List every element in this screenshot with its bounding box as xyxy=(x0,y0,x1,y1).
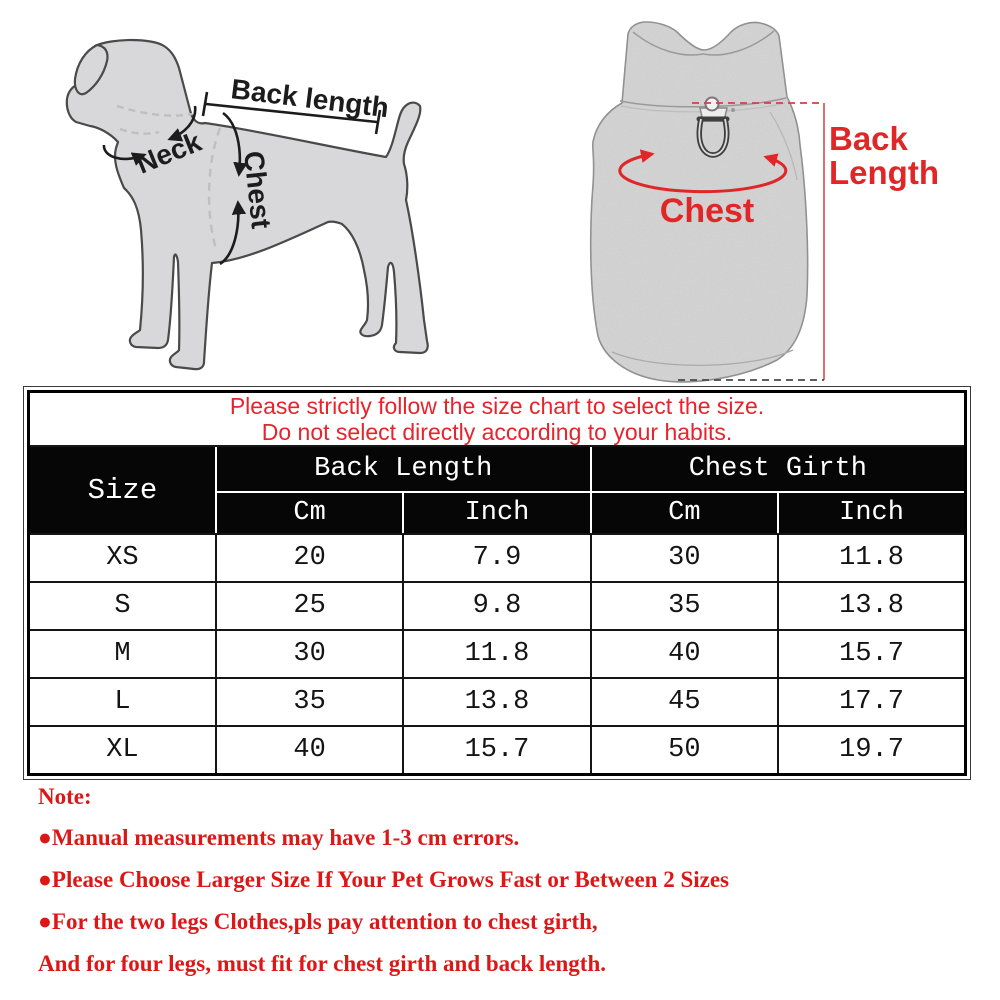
measurement-diagrams-svg xyxy=(0,0,1000,386)
cell-chest-cm: 50 xyxy=(591,726,778,775)
cell-chest-cm: 30 xyxy=(591,534,778,582)
warning-cell xyxy=(29,392,966,447)
vest-back-length-label-line1: Back xyxy=(829,120,908,157)
cell-chest-inch: 19.7 xyxy=(778,726,965,775)
dog-back-length-label: Back length xyxy=(229,73,391,124)
header-chest-cm: Cm xyxy=(591,492,778,534)
cell-chest-cm: 45 xyxy=(591,678,778,726)
cell-back-inch: 9.8 xyxy=(403,582,590,630)
size-chart-frame xyxy=(23,386,971,780)
cell-chest-inch: 13.8 xyxy=(778,582,965,630)
measurement-illustrations xyxy=(0,0,1000,386)
warning-text-line1: Please strictly follow the size chart to select the size. xyxy=(229,393,765,419)
cell-chest-inch: 11.8 xyxy=(778,534,965,582)
cell-size: XL xyxy=(29,726,216,775)
cell-back-cm: 25 xyxy=(216,582,403,630)
cell-back-cm: 40 xyxy=(216,726,403,775)
cell-back-inch: 11.8 xyxy=(403,630,590,678)
table-row-l xyxy=(29,678,966,726)
cell-chest-inch: 17.7 xyxy=(778,678,965,726)
table-row-xs xyxy=(29,534,966,582)
cell-chest-cm: 35 xyxy=(591,582,778,630)
cell-size: XS xyxy=(29,534,216,582)
note-item: ●Please Choose Larger Size If Your Pet Grows Fast or Between 2 Sizes xyxy=(38,867,729,892)
dog-neck-label: Neck xyxy=(131,125,206,180)
header-back-cm: Cm xyxy=(216,492,403,534)
header-chest-girth: Chest Girth xyxy=(591,446,966,492)
dog-measurement-diagram xyxy=(67,40,428,369)
header-size: Size xyxy=(29,446,216,534)
cell-size: S xyxy=(29,582,216,630)
cell-chest-inch: 15.7 xyxy=(778,630,965,678)
vest-chest-label: Chest xyxy=(659,192,755,230)
dog-chest-label: Chest xyxy=(238,149,277,231)
warning-text-line2: Do not select directly according to your habits. xyxy=(261,419,733,445)
note-item: ●For the two legs Clothes,pls pay attention to chest girth, xyxy=(38,909,598,934)
warning-row xyxy=(29,392,966,447)
strap-button xyxy=(706,98,719,111)
note-footer: And for four legs, must fit for chest girth and back length. xyxy=(38,951,606,976)
cell-back-inch: 7.9 xyxy=(403,534,590,582)
note-item: ●Manual measurements may have 1-3 cm errors. xyxy=(38,825,520,850)
notes-title: Note: xyxy=(38,784,92,809)
cell-size: L xyxy=(29,678,216,726)
header-chest-inch: Inch xyxy=(778,492,965,534)
cell-size: M xyxy=(29,630,216,678)
table-row-s xyxy=(29,582,966,630)
cell-chest-cm: 40 xyxy=(591,630,778,678)
vest-back-length-label-line2: Length xyxy=(829,154,939,191)
header-back-inch: Inch xyxy=(403,492,590,534)
notes-section xyxy=(38,784,968,993)
header-back-length: Back Length xyxy=(216,446,591,492)
table-row-m xyxy=(29,630,966,678)
strap-rivet xyxy=(731,108,735,112)
header-row-groups xyxy=(29,446,966,492)
cell-back-cm: 20 xyxy=(216,534,403,582)
vest-measurement-diagram xyxy=(591,22,939,382)
table-row-xl xyxy=(29,726,966,775)
cell-back-cm: 30 xyxy=(216,630,403,678)
size-chart-table xyxy=(27,390,967,776)
cell-back-cm: 35 xyxy=(216,678,403,726)
cell-back-inch: 15.7 xyxy=(403,726,590,775)
cell-back-inch: 13.8 xyxy=(403,678,590,726)
